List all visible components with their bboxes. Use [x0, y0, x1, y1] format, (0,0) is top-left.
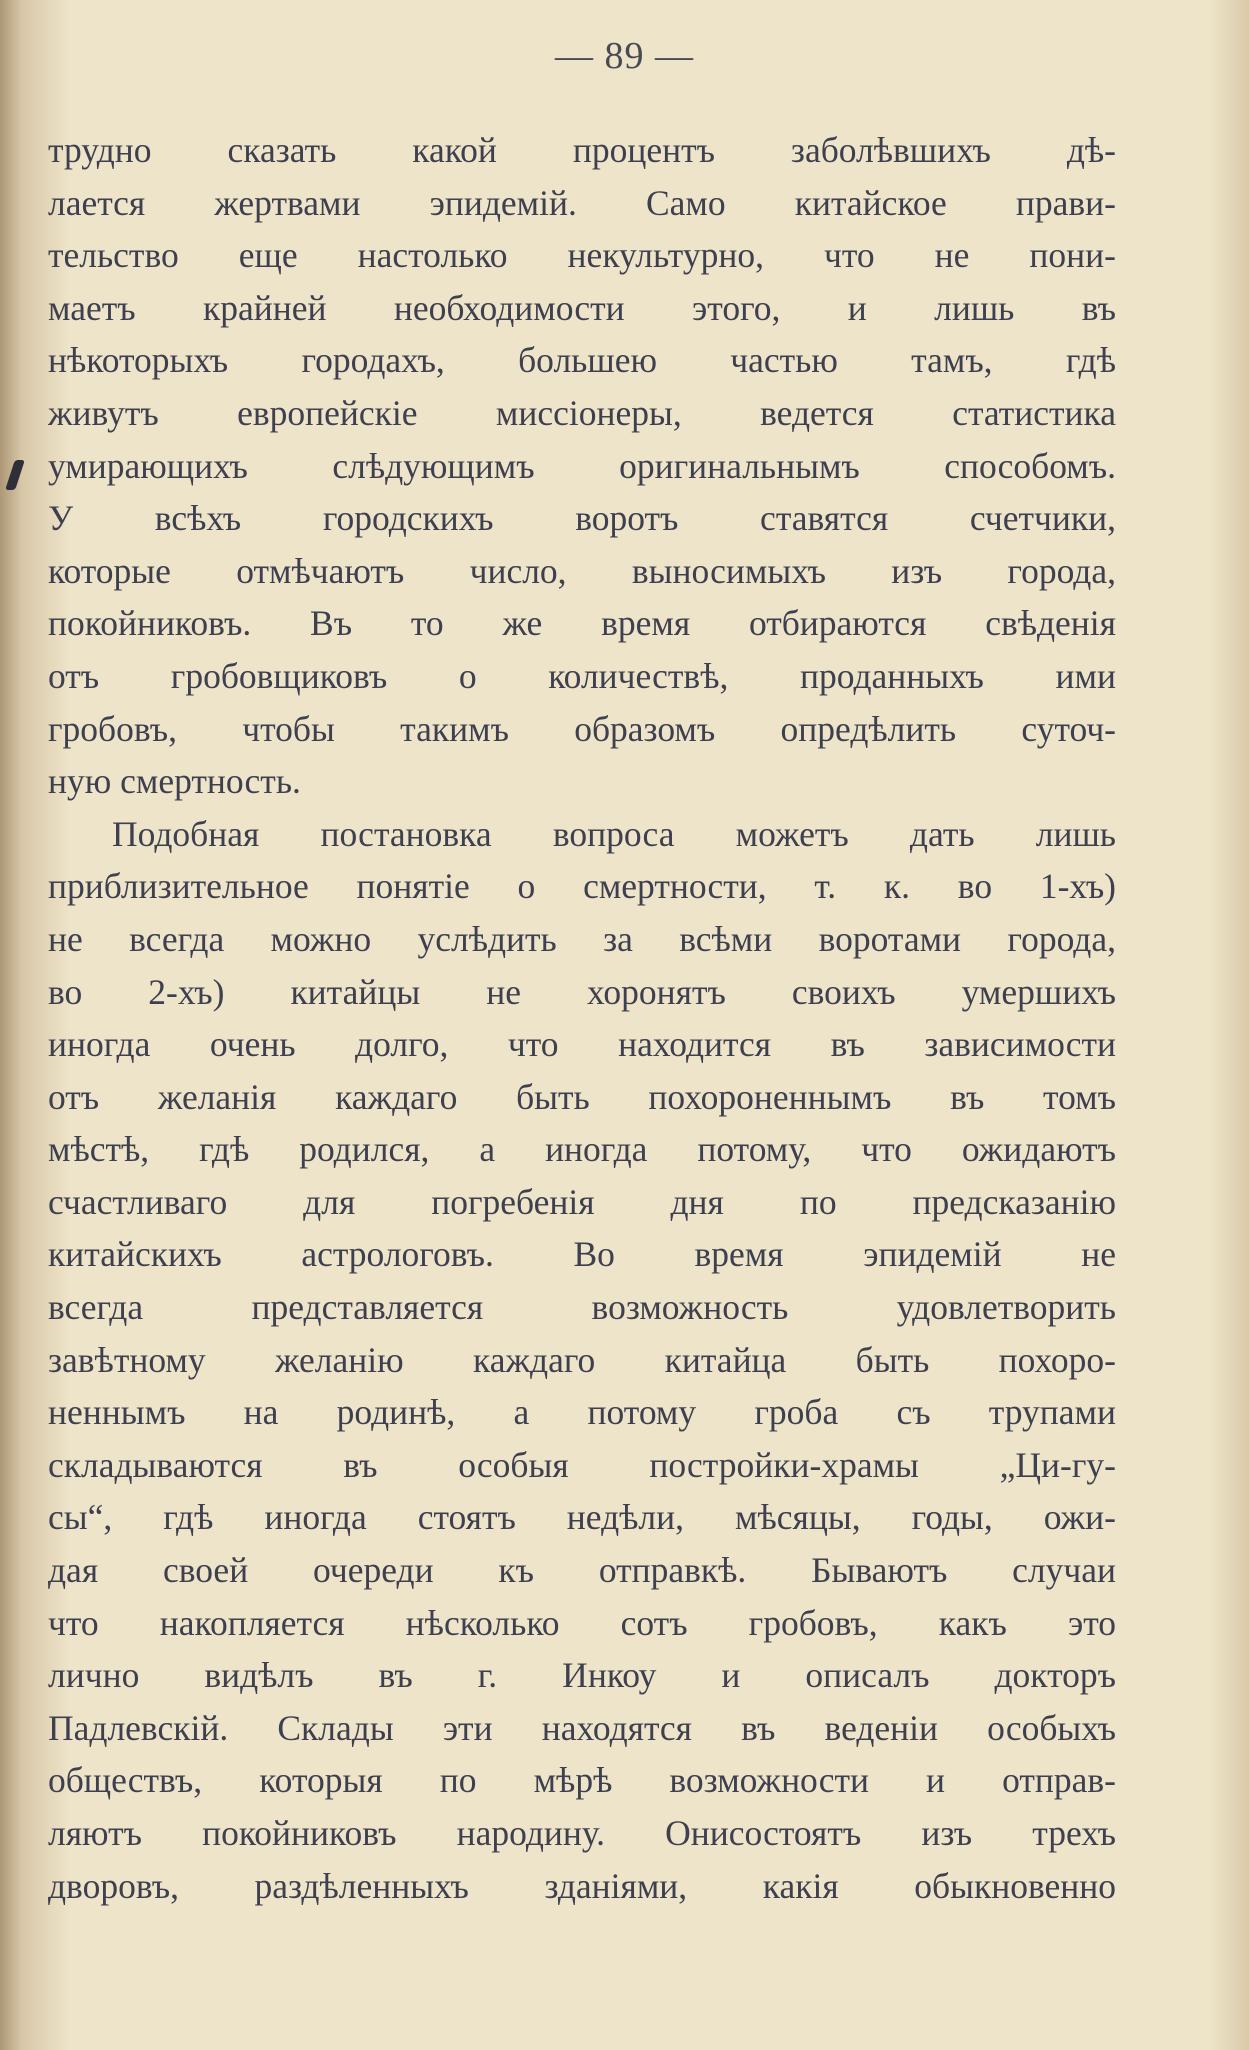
text-line: умирающихъ слѣдующимъ оригинальнымъ способомъ.	[48, 445, 1116, 486]
text-line: мѣстѣ, гдѣ родился, а иногда потому, что ожидаютъ	[48, 1129, 1116, 1170]
text-line: тельство еще настолько некультурно, что не пони-	[48, 235, 1116, 276]
page-number: — 89 —	[555, 35, 694, 77]
text-line: ляютъ покойниковъ народину. Онисостоятъ изъ трехъ	[48, 1813, 1116, 1853]
text-line: покойниковъ. Въ то же время отбираются свѣденія	[48, 603, 1116, 644]
text-line: счастливаго для погребенія дня по предсказанію	[48, 1181, 1116, 1222]
text-line: дая своей очереди къ отправкѣ. Бываютъ случаи	[48, 1550, 1116, 1591]
text-line: приблизительное понятіе о смертности, т. к. во 1-хъ)	[48, 866, 1116, 907]
text-line: которые отмѣчаютъ число, выносимыхъ изъ города,	[48, 550, 1116, 591]
text-line: У всѣхъ городскихъ воротъ ставятся счетчики,	[48, 498, 1116, 539]
text-line: не всегда можно услѣдить за всѣми воротами города,	[48, 918, 1116, 959]
text-line: живутъ европейскіе миссіонеры, ведется статистика	[48, 392, 1116, 433]
text-line: что накопляется нѣсколько сотъ гробовъ, какъ это	[48, 1602, 1116, 1643]
text-line: Подобная постановка вопроса можетъ дать лишь	[112, 813, 1116, 854]
text-line: обществъ, которыя по мѣрѣ возможности и отправ-	[48, 1760, 1116, 1801]
margin-ink-mark	[5, 460, 25, 490]
text-line: трудно сказать какой процентъ заболѣвшихъ дѣ-	[48, 130, 1116, 170]
text-line: во 2-хъ) китайцы не хоронятъ своихъ умершихъ	[48, 971, 1116, 1012]
text-line: маетъ крайней необходимости этого, и лишь въ	[48, 287, 1116, 328]
text-line: лается жертвами эпидемій. Само китайское прави-	[48, 182, 1116, 223]
text-line: завѣтному желанію каждаго китайца быть похоро-	[48, 1339, 1116, 1380]
text-line: неннымъ на родинѣ, а потому гроба съ трупами	[48, 1392, 1116, 1433]
text-line: отъ желанія каждаго быть похороненнымъ въ томъ	[48, 1076, 1116, 1117]
text-line: китайскихъ астрологовъ. Во время эпидемій не	[48, 1234, 1116, 1275]
text-line: гробовъ, чтобы такимъ образомъ опредѣлить суточ-	[48, 708, 1116, 749]
body-text	[48, 124, 1116, 1912]
text-line: всегда представляется возможность удовлетворить	[48, 1287, 1116, 1328]
text-line: сы“, гдѣ иногда стоятъ недѣли, мѣсяцы, годы, ожи-	[48, 1497, 1116, 1538]
text-line: дворовъ, раздѣленныхъ зданіями, какія обыкновенно	[48, 1865, 1116, 1906]
text-line: Падлевскій. Склады эти находятся въ веденіи особыхъ	[48, 1707, 1116, 1748]
text-line: иногда очень долго, что находится въ зависимости	[48, 1024, 1116, 1065]
text-line: лично видѣлъ въ г. Инкоу и описалъ докторъ	[48, 1655, 1116, 1696]
text-line: отъ гробовщиковъ о количествѣ, проданныхъ ими	[48, 655, 1116, 696]
text-line: складываются въ особыя постройки-храмы „Ци-гу-	[48, 1444, 1116, 1485]
text-line: нѣкоторыхъ городахъ, большею частью тамъ, гдѣ	[48, 340, 1116, 381]
text-line: ную смертность.	[48, 761, 301, 802]
